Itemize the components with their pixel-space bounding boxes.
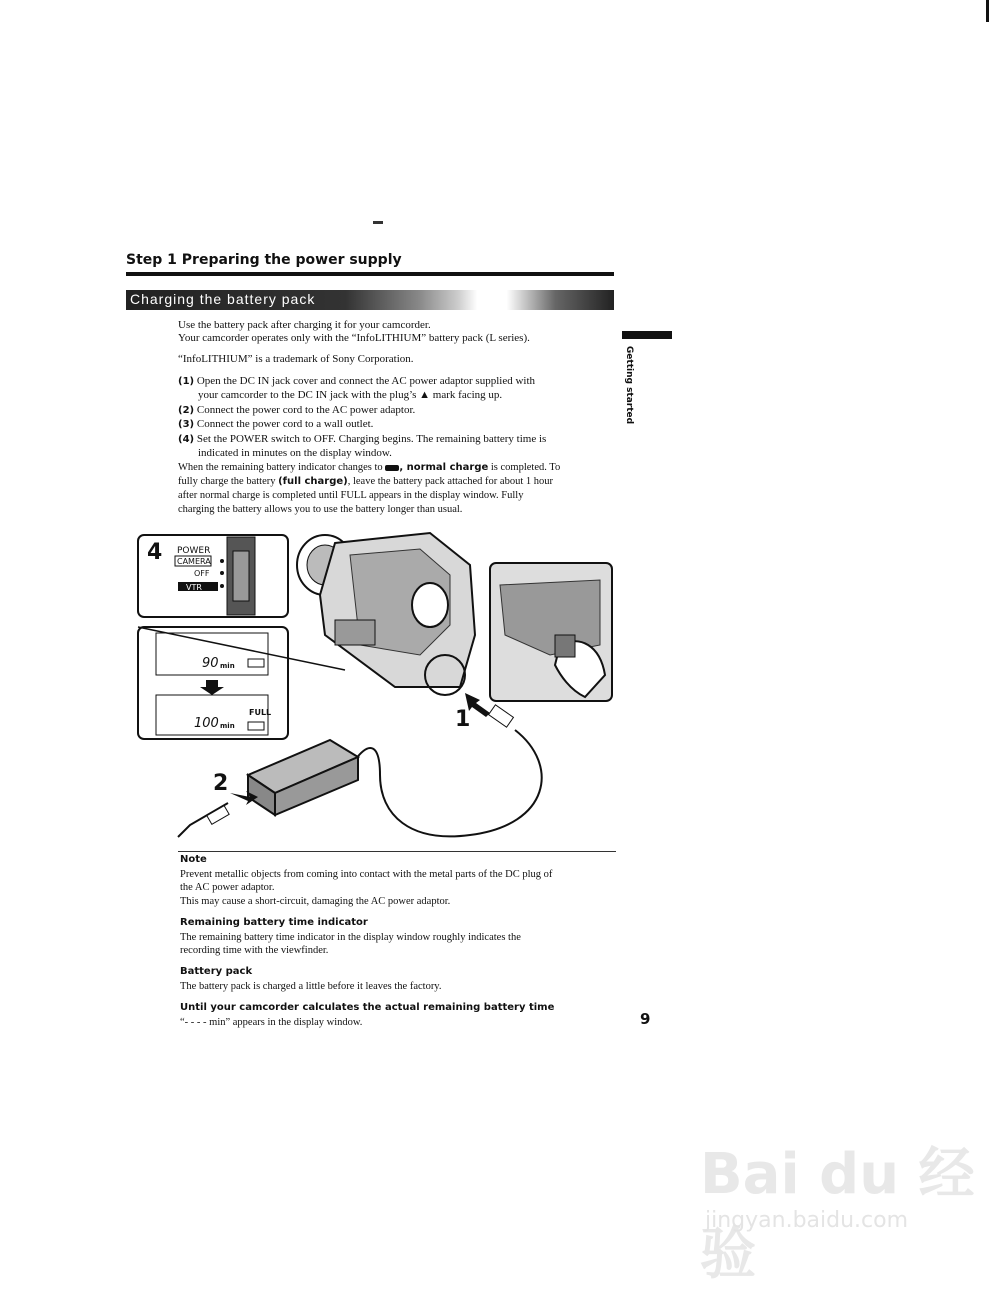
display-after-value: 100 <box>194 716 219 731</box>
completion-text: fully charge the battery <box>178 476 279 487</box>
title-rule <box>126 272 614 276</box>
battery-full-indicator-icon <box>248 722 264 730</box>
normal-charge-term: , normal charge <box>399 462 489 473</box>
completion-line-2 <box>178 475 618 488</box>
section-banner-title: Charging the battery pack <box>130 291 316 307</box>
step-text: Set the POWER switch to OFF. Charging begins. The remaining battery time is <box>196 433 547 445</box>
step-item-1-cont: your camcorder to the DC IN jack with the plug’s ▲ mark facing up. <box>198 389 503 401</box>
scan-edge-mark <box>986 0 989 22</box>
ac-adaptor <box>248 740 358 815</box>
step-text: Connect the power cord to a wall outlet. <box>196 418 374 430</box>
intro-line-2: Your camcorder operates only with the “InfoLITHIUM” battery pack (L series). <box>178 332 530 344</box>
completion-line-1 <box>178 461 618 474</box>
completion-text: , leave the battery pack attached for about 1 hour <box>347 476 553 487</box>
full-indicator-label: FULL <box>249 708 272 717</box>
baidu-watermark-logo: Bai du 经验 <box>700 1142 975 1287</box>
off-mode-label: OFF <box>194 569 210 578</box>
until-calculates-heading: Until your camcorder calculates the actual remaining battery time <box>180 1002 555 1013</box>
note-heading: Note <box>180 854 207 865</box>
step-item-2 <box>178 404 618 417</box>
full-charge-term: (full charge) <box>278 476 348 487</box>
remaining-time-line-1: The remaining battery time indicator in the display window roughly indicates the <box>180 932 521 943</box>
power-label: POWER <box>177 546 211 556</box>
battery-pack-text: The battery pack is charged a little before it leaves the factory. <box>180 981 442 992</box>
camera-mode-label: CAMERA <box>177 557 211 566</box>
scan-mark <box>373 221 383 224</box>
step-item-4-cont: indicated in minutes on the display window. <box>198 447 392 459</box>
page-number: 9 <box>640 1010 651 1028</box>
chapter-marker <box>622 331 672 339</box>
camcorder-body <box>297 533 475 695</box>
dc-plug <box>489 705 514 727</box>
battery-full-icon <box>385 465 399 471</box>
completion-text: When the remaining battery indicator changes to <box>178 462 386 473</box>
step-number: (4) <box>178 434 195 445</box>
chapter-tab-label: Getting started <box>624 345 635 425</box>
trademark-note: “InfoLITHIUM” is a trademark of Sony Corporation. <box>178 353 414 365</box>
step-title: Step 1 Preparing the power supply <box>126 252 402 268</box>
step-item-1 <box>178 375 618 388</box>
battery-pack-heading: Battery pack <box>180 966 253 977</box>
display-before-unit: min <box>220 662 235 670</box>
battery-indicator-icon <box>248 659 264 667</box>
remaining-time-heading: Remaining battery time indicator <box>180 917 368 928</box>
until-calculates-text: “- - - - min” appears in the display window. <box>180 1017 363 1028</box>
note-line-3: This may cause a short-circuit, damaging the AC power adaptor. <box>180 896 451 907</box>
display-after-unit: min <box>220 722 235 730</box>
remaining-time-line-2: recording time with the viewfinder. <box>180 945 329 956</box>
step-text: Open the DC IN jack cover and connect the AC power adaptor supplied with <box>196 375 536 387</box>
baidu-watermark-url: jingyan.baidu.com <box>705 1208 909 1233</box>
step-number: (1) <box>178 376 195 387</box>
intro-line-1: Use the battery pack after charging it for your camcorder. <box>178 319 431 331</box>
step-item-4 <box>178 433 618 446</box>
display-before-value: 90 <box>202 656 219 671</box>
completion-line-3: after normal charge is completed until FULL appears in the display window. Fully <box>178 490 524 501</box>
note-divider <box>178 851 616 852</box>
note-line-1: Prevent metallic objects from coming into contact with the metal parts of the DC plug of <box>180 869 553 880</box>
step-text: Connect the power cord to the AC power adaptor. <box>196 404 416 416</box>
completion-text: is completed. To <box>488 462 561 473</box>
figure-step-4-number: 4 <box>147 540 163 565</box>
figure-callout-2: 2 <box>213 771 229 796</box>
dc-cable <box>355 730 542 836</box>
vtr-mode-label: VTR <box>186 583 202 592</box>
completion-line-4: charging the battery allows you to use the battery longer than usual. <box>178 504 463 515</box>
step-number: (2) <box>178 405 195 416</box>
note-line-2: the AC power adaptor. <box>180 882 275 893</box>
figure-callout-1: 1 <box>455 707 471 732</box>
step-item-3 <box>178 418 618 431</box>
step-number: (3) <box>178 419 195 430</box>
